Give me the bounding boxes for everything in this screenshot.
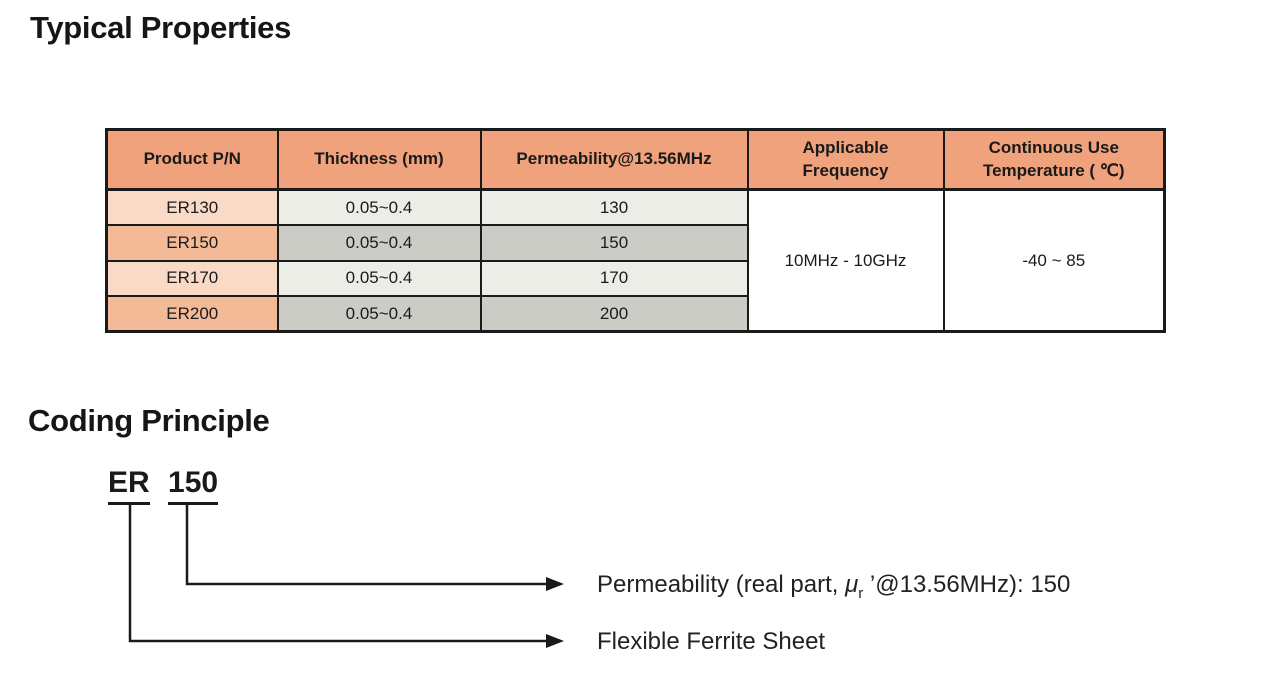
arrow-line-flexible bbox=[130, 504, 546, 641]
mu-subscript: r bbox=[858, 584, 864, 602]
arrowhead-icon bbox=[546, 634, 564, 648]
table-row bbox=[107, 190, 1165, 226]
col-header-frequency-line1: Applicable bbox=[802, 137, 889, 157]
permeability-label-pre: Permeability (real part, bbox=[597, 571, 846, 598]
arrow-line-permeability bbox=[187, 504, 546, 584]
cell-thickness: 0.05~0.4 bbox=[278, 261, 481, 297]
col-header-product-pn bbox=[107, 130, 278, 190]
cell-product-pn: ER170 bbox=[107, 261, 278, 297]
permeability-label bbox=[597, 570, 1070, 600]
col-header-permeability bbox=[481, 130, 748, 190]
arrowhead-icon bbox=[546, 577, 564, 591]
cell-product-pn: ER130 bbox=[107, 190, 278, 226]
cell-permeability: 130 bbox=[481, 190, 748, 226]
col-header-permeability-label: Permeability@13.56MHz bbox=[516, 149, 712, 169]
col-header-temperature-line1: Continuous Use bbox=[988, 137, 1119, 157]
cell-permeability: 150 bbox=[481, 225, 748, 261]
cell-permeability: 170 bbox=[481, 261, 748, 297]
cell-permeability: 200 bbox=[481, 296, 748, 332]
typical-properties-title: Typical Properties bbox=[30, 10, 292, 45]
col-header-temperature bbox=[944, 130, 1165, 190]
cell-thickness: 0.05~0.4 bbox=[278, 225, 481, 261]
cell-product-pn: ER200 bbox=[107, 296, 278, 332]
cell-product-pn: ER150 bbox=[107, 225, 278, 261]
col-header-thickness-label: Thickness (mm) bbox=[314, 149, 444, 169]
flexible-ferrite-label: Flexible Ferrite Sheet bbox=[597, 628, 826, 655]
col-header-thickness bbox=[278, 130, 481, 190]
mu-symbol: μ bbox=[845, 571, 859, 598]
code-number: 150 bbox=[168, 466, 218, 505]
typical-properties-table bbox=[105, 128, 1166, 333]
permeability-label-post: ’@13.56MHz): 150 bbox=[863, 571, 1071, 598]
cell-thickness: 0.05~0.4 bbox=[278, 190, 481, 226]
table-header-row bbox=[107, 130, 1165, 190]
col-header-product-pn-label: Product P/N bbox=[143, 149, 241, 169]
coding-diagram-arrows bbox=[100, 496, 600, 666]
col-header-frequency bbox=[748, 130, 944, 190]
coding-principle-title: Coding Principle bbox=[28, 403, 270, 438]
col-header-temperature-line2: Temperature ( ℃) bbox=[982, 160, 1125, 180]
cell-continuous-use-temperature: -40 ~ 85 bbox=[944, 190, 1165, 332]
col-header-frequency-line2: Frequency bbox=[802, 160, 889, 180]
code-prefix: ER bbox=[108, 466, 150, 505]
cell-thickness: 0.05~0.4 bbox=[278, 296, 481, 332]
cell-applicable-frequency: 10MHz - 10GHz bbox=[748, 190, 944, 332]
